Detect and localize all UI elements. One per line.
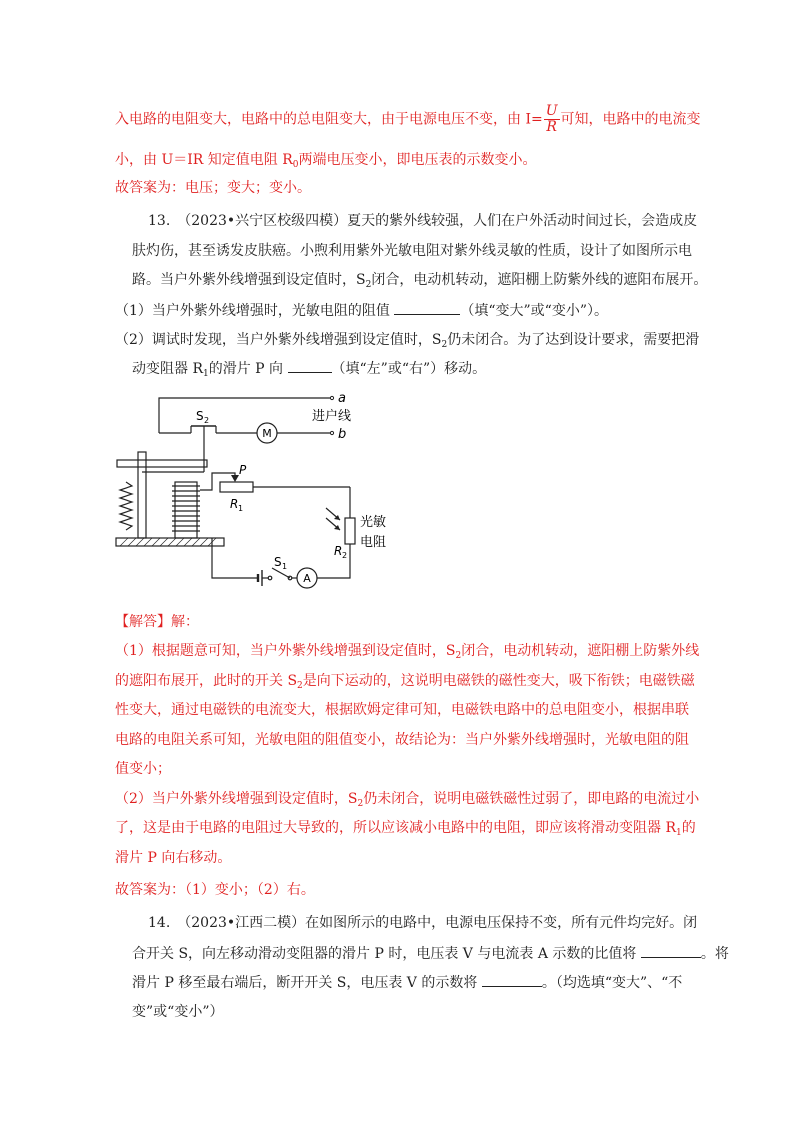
answer-p1-line-1: （1）根据题意可知，当户外紫外线增强到设定值时，$S_2$闭合，电动机转动，遮阳棚上防紫外线 <box>115 643 700 661</box>
electromagnet-core <box>175 482 197 538</box>
q13-part-2-cont: 动变阻器 $R_1$的滑片 P 向 （填“左”或“右”）移动。 <box>132 358 486 379</box>
frame-post <box>138 452 146 538</box>
answer-p2-line-3: 滑片 P 向右移动。 <box>115 850 232 866</box>
electromagnet-coil <box>172 486 200 531</box>
label-b: b <box>338 427 347 442</box>
answer-blank[interactable] <box>288 358 332 373</box>
answer-blank[interactable] <box>641 943 701 958</box>
prev-final-answer: 故答案为：电压；变大；变小。 <box>115 180 311 196</box>
wire <box>212 538 258 578</box>
q14-line-1: 14. （2023•江西二模）在如图所示的电路中，电源电压保持不变，所有元件均完好。闭 <box>148 915 698 931</box>
switch-s1-contact <box>268 576 272 580</box>
answer-heading: 【解答】解： <box>115 614 199 630</box>
q14-line-4: 变”或“变小”） <box>132 1004 224 1020</box>
q13-line-1: 13. （2023•兴宁区校级四模）夏天的紫外线较强，人们在户外活动时间过长，会造成皮 <box>148 213 698 229</box>
answer-p1-line-3: 性变大，通过电磁铁的电流变大，根据欧姆定律可知，电磁铁电路中的总电阻变小，根据串联 <box>115 702 689 718</box>
rheostat-r1 <box>220 482 253 492</box>
answer-p2-line-1: （2）当户外紫外线增强到设定值时，$S_2$仍未闭合，说明电磁铁磁性过弱了，即电路的电流过小 <box>115 791 700 809</box>
label-ammeter: A <box>303 572 311 585</box>
q13-part-1: （1）当户外紫外线增强时，光敏电阻的阻值 （填“变大”或“变小”）。 <box>115 300 608 321</box>
label-r2: R <box>334 544 343 558</box>
photoresistor-r2 <box>345 518 355 544</box>
answer-p1-line-5: 值变小； <box>115 761 171 777</box>
final-answer: 故答案为：（1）变小；（2）右。 <box>115 882 315 898</box>
label-s1: S <box>274 555 282 569</box>
terminal-b <box>330 431 333 434</box>
answer-p2-line-2: 了，这是由于电路的电阻过大导致的，所以应该减小电路中的电阻，即应该将滑动变阻器 $R_1$的 <box>115 820 696 838</box>
circuit-diagram <box>112 390 412 595</box>
slider-arrow <box>231 475 239 482</box>
switch-s1-blade <box>272 568 290 578</box>
label-r1-sub: 1 <box>238 504 244 513</box>
label-s2-sub: 2 <box>204 416 210 425</box>
label-motor: M <box>262 427 272 440</box>
label-photo-2: 电阻 <box>360 535 387 550</box>
wire-to-a <box>159 398 330 433</box>
armature <box>117 460 207 467</box>
q14-line-2: 合开关 S，向左移动滑动变阻器的滑片 P 时，电压表 V 与电流表 A 示数的比值将 。将 <box>132 943 729 964</box>
label-s1-sub: 1 <box>282 562 288 571</box>
label-incoming-line: 进户线 <box>312 409 352 424</box>
answer-p1-line-2: 的遮阳布展开，此时的开关 $S_2$是向下运动的，这说明电磁铁的磁性变大，吸下衔铁；电磁铁磁 <box>115 673 695 691</box>
label-r1: R <box>230 497 239 511</box>
label-photo-1: 光敏 <box>360 515 387 530</box>
prev-answer-line-2: 小，由 U＝IR 知定值电阻 $R_0$两端电压变小，即电压表的示数变小。 <box>115 152 537 170</box>
answer-blank[interactable] <box>482 972 542 987</box>
fraction-u-over-r: $\frac{U}{R}$ <box>545 103 558 135</box>
label-r2-sub: 2 <box>342 551 348 560</box>
spring <box>120 482 132 530</box>
q14-line-3: 滑片 P 移至最右端后，断开开关 S，电压表 V 的示数将 。（均选填“变大”、“不 <box>132 972 682 993</box>
q13-line-3: 路。当户外紫外线增强到设定值时，$S_2$闭合，电动机转动，遮阳棚上防紫外线的遮阳布展开。 <box>132 272 708 290</box>
q13-part-2: （2）调试时发现，当户外紫外线增强到设定值时，$S_2$仍未闭合。为了达到设计要求，需要把滑 <box>115 332 700 350</box>
label-s2: S <box>196 409 204 423</box>
label-a: a <box>338 391 346 406</box>
prev-answer-line-1: 入电路的电阻变大，电路中的总电阻变大，由于电源电压不变，由 I= $\frac{U}{R}$ 可知，电路中的电流变 <box>115 103 701 135</box>
terminal-a <box>330 396 333 399</box>
answer-p1-line-4: 电路的电阻关系可知，光敏电阻的阻值变小，故结论为：当户外紫外线增强时，光敏电阻的阻 <box>115 732 689 748</box>
answer-blank[interactable] <box>394 300 460 315</box>
label-p: P <box>239 463 247 477</box>
q13-line-2: 肤灼伤，甚至诱发皮肤癌。小煦利用紫外光敏电阻对紫外线灵敏的性质，设计了如图所示电 <box>132 243 692 259</box>
